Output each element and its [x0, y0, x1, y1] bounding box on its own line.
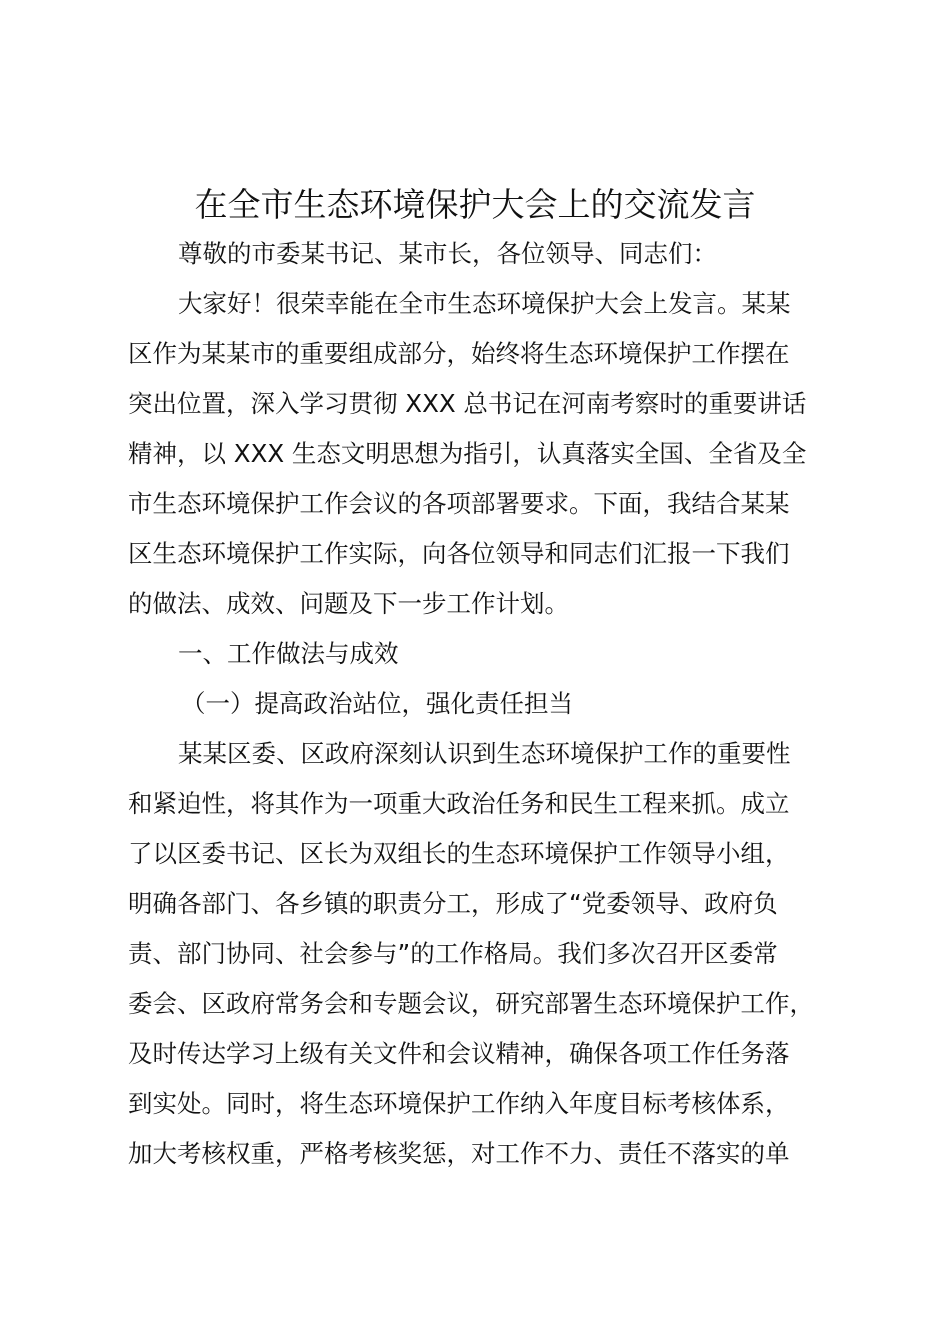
greeting-line: 尊敬的市委某书记、某市长，各位领导、同志们： [178, 239, 717, 268]
paragraph-1-line-3: 突出位置，深入学习贯彻 XXX 总书记在河南考察时的重要讲话 [128, 389, 807, 418]
section-heading: 一、工作做法与成效 [178, 639, 399, 668]
paragraph-1-line-6: 区生态环境保护工作实际，向各位领导和同志们汇报一下我们 [128, 539, 790, 568]
paragraph-2-line-5: 责、部门协同、社会参与”的工作格局。我们多次召开区委常 [128, 939, 778, 968]
paragraph-2-line-2: 和紧迫性，将其作为一项重大政治任务和民生工程来抓。成立 [128, 789, 790, 818]
paragraph-2-line-1: 某某区委、区政府深刻认识到生态环境保护工作的重要性 [178, 739, 791, 768]
paragraph-2-line-3: 了以区委书记、区长为双组长的生态环境保护工作领导小组， [128, 839, 790, 868]
paragraph-1-line-5: 市生态环境保护工作会议的各项部署要求。下面，我结合某某 [128, 489, 790, 518]
paragraph-2-line-7: 及时传达学习上级有关文件和会议精神，确保各项工作任务落 [128, 1039, 790, 1068]
paragraph-1-line-4: 精神，以 XXX 生态文明思想为指引，认真落实全国、全省及全 [128, 439, 807, 468]
paragraph-1-line-1: 大家好！很荣幸能在全市生态环境保护大会上发言。某某 [178, 289, 791, 318]
paragraph-2-line-8: 到实处。同时，将生态环境保护工作纳入年度目标考核体系， [128, 1089, 790, 1118]
paragraph-1-line-2: 区作为某某市的重要组成部分，始终将生态环境保护工作摆在 [128, 339, 790, 368]
subsection-heading: （一）提高政治站位，强化责任担当 [181, 689, 573, 718]
paragraph-2-line-9: 加大考核权重，严格考核奖惩，对工作不力、责任不落实的单 [128, 1139, 790, 1168]
paragraph-2-line-6: 委会、区政府常务会和专题会议，研究部署生态环境保护工作， [128, 989, 814, 1018]
paragraph-1-line-7: 的做法、成效、问题及下一步工作计划。 [128, 589, 569, 618]
paragraph-2-line-4: 明确各部门、各乡镇的职责分工，形成了“党委领导、政府负 [128, 889, 778, 918]
document-title: 在全市生态环境保护大会上的交流发言 [194, 185, 756, 224]
